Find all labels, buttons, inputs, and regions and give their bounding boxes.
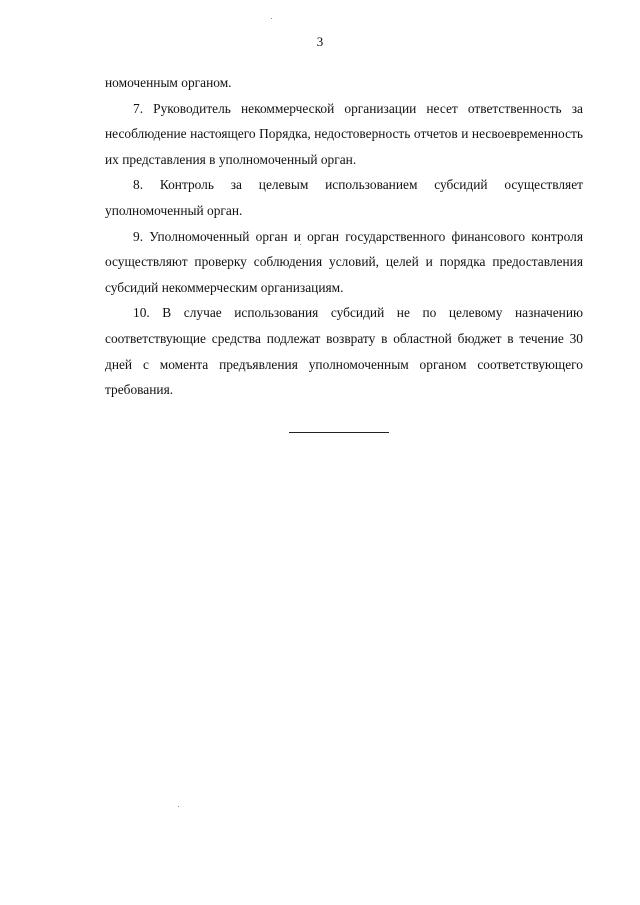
end-of-document-rule <box>289 432 389 433</box>
scan-speck <box>178 806 179 807</box>
page-number: 3 <box>316 34 324 49</box>
paragraph-7: 7. Руководитель некоммерческой организации несет ответственность за несоблюдение настоящего Порядка, недостоверность отчетов и несвоевременность их представления в уполномоченный орган. <box>105 100 583 167</box>
paragraph-continuation: номоченным органом. <box>105 75 232 90</box>
paragraph-10: 10. В случае использования субсидий не по целевому назначению соответствующие средства подлежат возврату в областной бюджет в течение 30 дней с момента предъявления уполномоченным органом соответствующего требования. <box>105 305 583 398</box>
paragraph-9: 9. Уполномоченный орган и орган государственного финансового контроля осуществляют проверку соблюдения условий, целей и порядка предоставления субсидий некоммерческим организациям. <box>105 228 583 295</box>
document-body <box>105 70 583 403</box>
paragraph-8: 8. Контроль за целевым использованием субсидий осуществляет уполномоченный орган. <box>105 177 583 218</box>
scan-speck <box>271 18 272 19</box>
scan-speck <box>300 244 301 245</box>
